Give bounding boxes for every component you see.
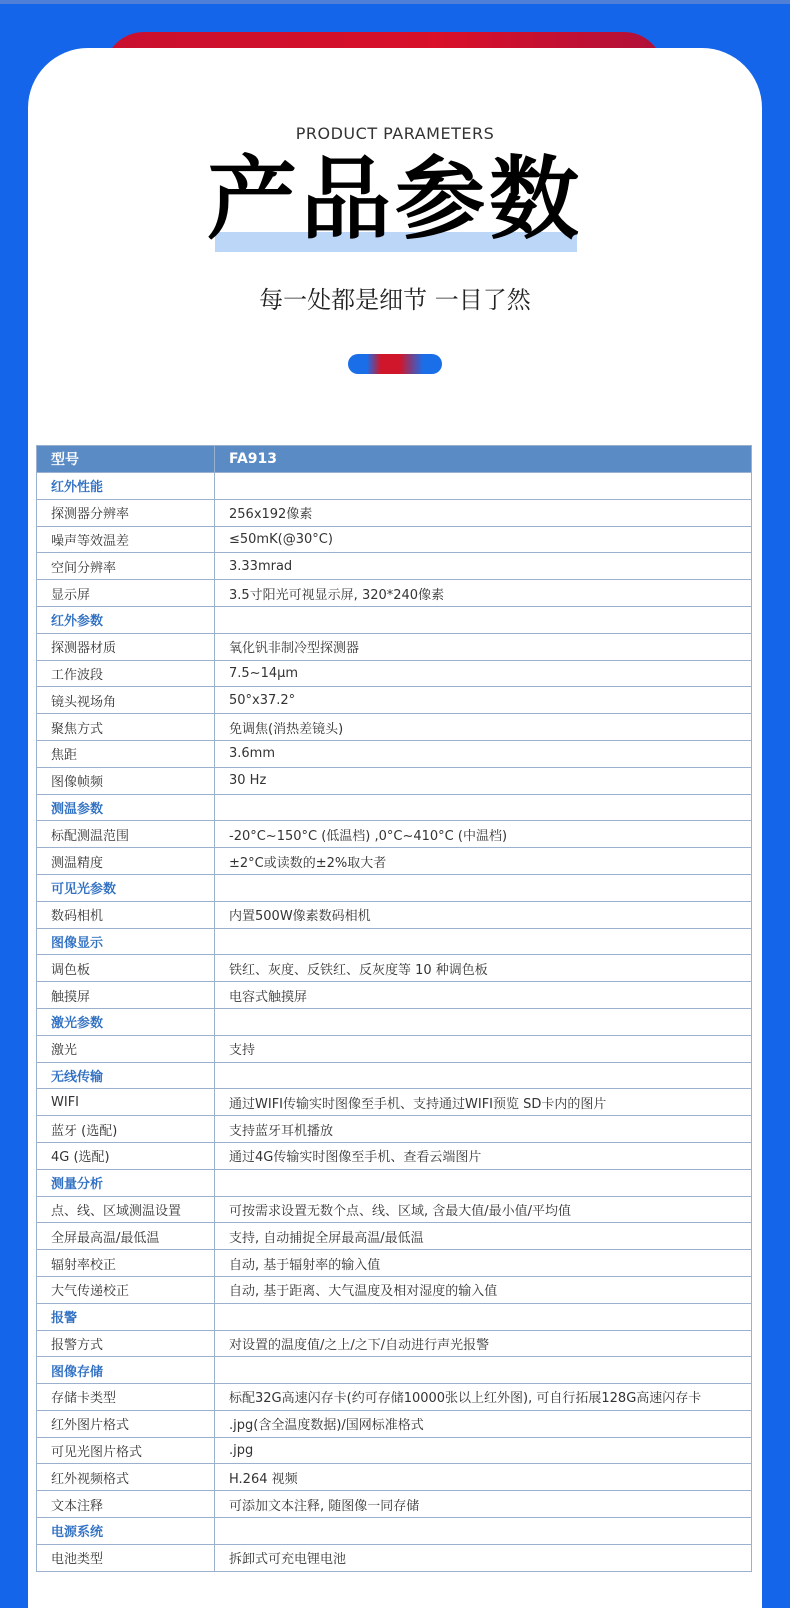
param-value: 256x192像素 bbox=[215, 499, 752, 526]
param-label: 工作波段 bbox=[37, 660, 215, 687]
page-title: 产品参数 bbox=[207, 147, 583, 252]
table-row bbox=[37, 1035, 752, 1062]
param-label: 点、线、区域测温设置 bbox=[37, 1196, 215, 1223]
table-row bbox=[37, 848, 752, 875]
param-label: 触摸屏 bbox=[37, 982, 215, 1009]
section-title: 测量分析 bbox=[37, 1169, 215, 1196]
param-label: 显示屏 bbox=[37, 580, 215, 607]
section-title: 测温参数 bbox=[37, 794, 215, 821]
tagline: 每一处都是细节 一目了然 bbox=[259, 286, 531, 314]
param-value: 可按需求设置无数个点、线、区域, 含最大值/最小值/平均值 bbox=[215, 1196, 752, 1223]
table-row bbox=[37, 499, 752, 526]
param-value: 对设置的温度值/之上/之下/自动进行声光报警 bbox=[215, 1330, 752, 1357]
top-strip bbox=[0, 0, 790, 4]
param-value bbox=[215, 874, 752, 901]
param-label: 红外视频格式 bbox=[37, 1464, 215, 1491]
param-label: 电池类型 bbox=[37, 1544, 215, 1571]
section-title: 电源系统 bbox=[37, 1518, 215, 1545]
section-title: 报警 bbox=[37, 1303, 215, 1330]
param-value: .jpg(含全温度数据)/国网标准格式 bbox=[215, 1410, 752, 1437]
param-label: 探测器分辨率 bbox=[37, 499, 215, 526]
table-row bbox=[37, 901, 752, 928]
param-value: ≤50mK(@30°C) bbox=[215, 526, 752, 553]
table-row bbox=[37, 580, 752, 607]
param-value: 支持, 自动捕捉全屏最高温/最低温 bbox=[215, 1223, 752, 1250]
param-label: 存储卡类型 bbox=[37, 1384, 215, 1411]
decorative-pill bbox=[348, 354, 442, 374]
param-value: 氧化钒非制冷型探测器 bbox=[215, 633, 752, 660]
param-value bbox=[215, 606, 752, 633]
table-row bbox=[37, 740, 752, 767]
table-row bbox=[37, 714, 752, 741]
param-label: 辐射率校正 bbox=[37, 1250, 215, 1277]
param-label: 文本注释 bbox=[37, 1491, 215, 1518]
table-row bbox=[37, 982, 752, 1009]
param-value: 通过WIFI传输实时图像至手机、支持通过WIFI预览 SD卡内的图片 bbox=[215, 1089, 752, 1116]
spec-table-body bbox=[37, 446, 752, 1572]
section-row bbox=[37, 1169, 752, 1196]
table-row bbox=[37, 526, 752, 553]
param-value: 3.33mrad bbox=[215, 553, 752, 580]
param-label: 数码相机 bbox=[37, 901, 215, 928]
table-row bbox=[37, 1116, 752, 1143]
param-value: 可添加文本注释, 随图像一同存储 bbox=[215, 1491, 752, 1518]
param-label: 测温精度 bbox=[37, 848, 215, 875]
param-label: 焦距 bbox=[37, 740, 215, 767]
param-value: 拆卸式可充电锂电池 bbox=[215, 1544, 752, 1571]
table-row bbox=[37, 1276, 752, 1303]
param-value: 标配32G高速闪存卡(约可存储10000张以上红外图), 可自行拓展128G高速闪存卡 bbox=[215, 1384, 752, 1411]
param-value bbox=[215, 1062, 752, 1089]
param-value: 3.6mm bbox=[215, 740, 752, 767]
table-row bbox=[37, 1544, 752, 1571]
param-label: 探测器材质 bbox=[37, 633, 215, 660]
section-title: 激光参数 bbox=[37, 1008, 215, 1035]
table-row bbox=[37, 1142, 752, 1169]
param-label: 报警方式 bbox=[37, 1330, 215, 1357]
param-value bbox=[215, 1008, 752, 1035]
section-row bbox=[37, 874, 752, 901]
section-row bbox=[37, 794, 752, 821]
param-value bbox=[215, 1303, 752, 1330]
param-label: 图像帧频 bbox=[37, 767, 215, 794]
param-value: 3.5寸阳光可视显示屏, 320*240像素 bbox=[215, 580, 752, 607]
table-row bbox=[37, 553, 752, 580]
param-label: 可见光图片格式 bbox=[37, 1437, 215, 1464]
param-label: 标配测温范围 bbox=[37, 821, 215, 848]
table-row bbox=[37, 821, 752, 848]
param-value: 自动, 基于距离、大气温度及相对湿度的输入值 bbox=[215, 1276, 752, 1303]
table-row bbox=[37, 633, 752, 660]
param-label: 激光 bbox=[37, 1035, 215, 1062]
param-label: 调色板 bbox=[37, 955, 215, 982]
section-row bbox=[37, 928, 752, 955]
param-value: 50°x37.2° bbox=[215, 687, 752, 714]
table-row bbox=[37, 687, 752, 714]
param-label: 大气传递校正 bbox=[37, 1276, 215, 1303]
param-value: .jpg bbox=[215, 1437, 752, 1464]
table-header-row bbox=[37, 446, 752, 473]
table-row bbox=[37, 660, 752, 687]
section-row bbox=[37, 1008, 752, 1035]
table-row bbox=[37, 955, 752, 982]
section-row bbox=[37, 473, 752, 500]
param-value: 电容式触摸屏 bbox=[215, 982, 752, 1009]
param-label: 空间分辨率 bbox=[37, 553, 215, 580]
param-label: 红外图片格式 bbox=[37, 1410, 215, 1437]
param-value bbox=[215, 1169, 752, 1196]
param-label: 全屏最高温/最低温 bbox=[37, 1223, 215, 1250]
table-row bbox=[37, 1491, 752, 1518]
param-value bbox=[215, 1357, 752, 1384]
section-title: 红外参数 bbox=[37, 606, 215, 633]
param-value: 内置500W像素数码相机 bbox=[215, 901, 752, 928]
section-row bbox=[37, 1062, 752, 1089]
param-value bbox=[215, 928, 752, 955]
section-row bbox=[37, 1303, 752, 1330]
table-row bbox=[37, 1089, 752, 1116]
param-value: 免调焦(消热差镜头) bbox=[215, 714, 752, 741]
table-row bbox=[37, 1410, 752, 1437]
section-row bbox=[37, 606, 752, 633]
section-title: 可见光参数 bbox=[37, 874, 215, 901]
param-value: 支持蓝牙耳机播放 bbox=[215, 1116, 752, 1143]
table-row bbox=[37, 1196, 752, 1223]
header-label: 型号 bbox=[37, 446, 215, 473]
param-value: H.264 视频 bbox=[215, 1464, 752, 1491]
param-value: 通过4G传输实时图像至手机、查看云端图片 bbox=[215, 1142, 752, 1169]
param-value: ±2°C或读数的±2%取大者 bbox=[215, 848, 752, 875]
param-value: -20°C~150°C (低温档) ,0°C~410°C (中温档) bbox=[215, 821, 752, 848]
param-value: 30 Hz bbox=[215, 767, 752, 794]
param-value bbox=[215, 1518, 752, 1545]
param-label: WIFI bbox=[37, 1089, 215, 1116]
param-label: 聚焦方式 bbox=[37, 714, 215, 741]
param-value: 自动, 基于辐射率的输入值 bbox=[215, 1250, 752, 1277]
param-label: 蓝牙 (选配) bbox=[37, 1116, 215, 1143]
section-row bbox=[37, 1518, 752, 1545]
param-value: 铁红、灰度、反铁红、反灰度等 10 种调色板 bbox=[215, 955, 752, 982]
table-row bbox=[37, 1437, 752, 1464]
param-label: 噪声等效温差 bbox=[37, 526, 215, 553]
param-label: 镜头视场角 bbox=[37, 687, 215, 714]
section-title: 红外性能 bbox=[37, 473, 215, 500]
param-value bbox=[215, 473, 752, 500]
param-value: 支持 bbox=[215, 1035, 752, 1062]
param-label: 4G (选配) bbox=[37, 1142, 215, 1169]
section-row bbox=[37, 1357, 752, 1384]
table-row bbox=[37, 1384, 752, 1411]
table-row bbox=[37, 1250, 752, 1277]
table-row bbox=[37, 1330, 752, 1357]
english-subtitle: PRODUCT PARAMETERS bbox=[295, 124, 495, 143]
section-title: 图像存储 bbox=[37, 1357, 215, 1384]
header-value: FA913 bbox=[215, 446, 752, 473]
table-row bbox=[37, 767, 752, 794]
table-row bbox=[37, 1464, 752, 1491]
spec-table bbox=[36, 445, 752, 1572]
param-value: 7.5~14μm bbox=[215, 660, 752, 687]
table-row bbox=[37, 1223, 752, 1250]
section-title: 图像显示 bbox=[37, 928, 215, 955]
param-value bbox=[215, 794, 752, 821]
section-title: 无线传输 bbox=[37, 1062, 215, 1089]
